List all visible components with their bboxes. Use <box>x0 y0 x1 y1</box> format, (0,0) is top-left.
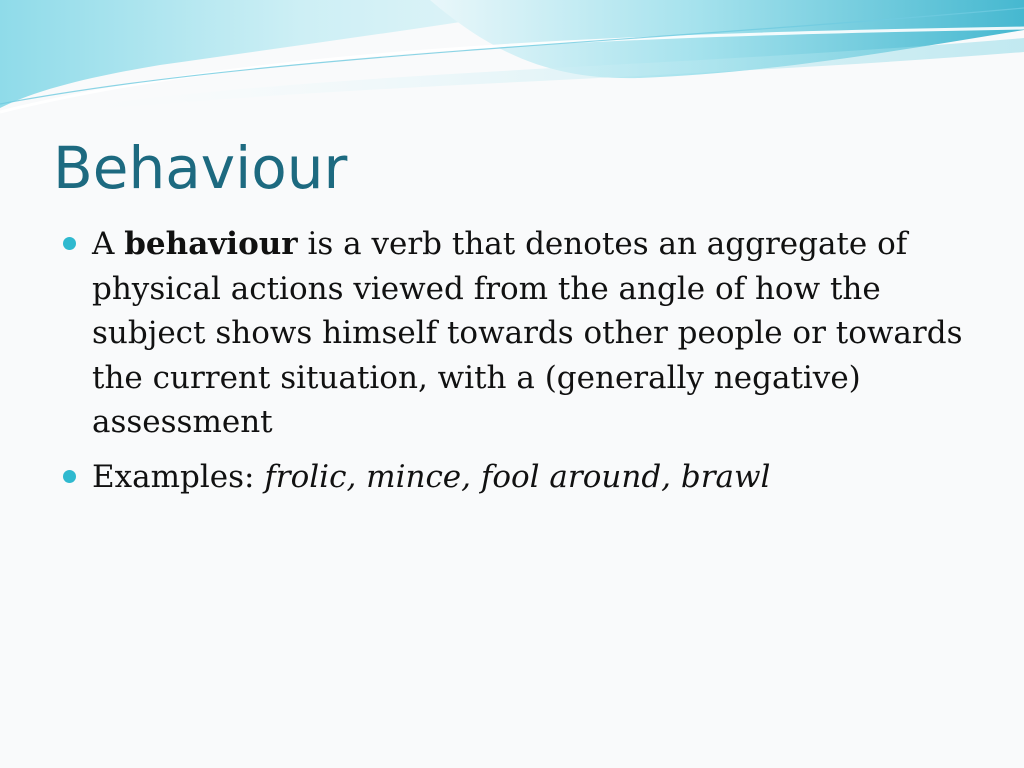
wave-header-decoration <box>0 0 1024 120</box>
bullet-dot-icon <box>63 470 76 483</box>
bullet-dot-icon <box>63 237 76 250</box>
examples-prefix: Examples: <box>92 458 265 495</box>
slide-title: Behaviour <box>53 134 348 202</box>
bullet-list <box>63 222 968 509</box>
examples-list: frolic, mince, fool around, brawl <box>264 458 771 495</box>
bullet-examples <box>63 455 968 500</box>
definition-prefix: A <box>92 226 125 262</box>
definition-text: is a verb that denotes an aggregate of physical actions viewed from the angle of how the subject shows himself towards other people or towards the current situation, with a (generally negative) assessment <box>92 226 963 440</box>
bullet-definition <box>63 222 968 445</box>
definition-term: behaviour <box>124 226 298 262</box>
